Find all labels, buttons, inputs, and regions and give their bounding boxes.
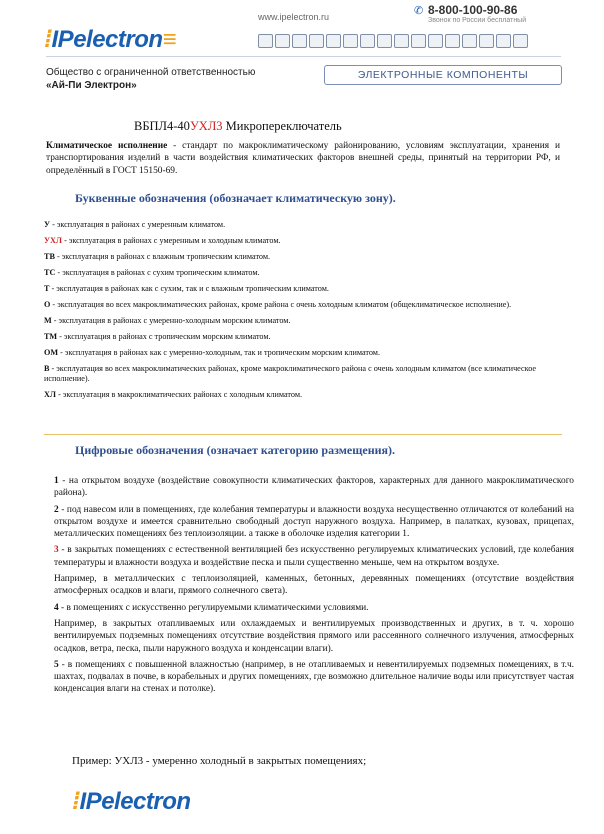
footer-logo-rest: electron — [101, 788, 191, 815]
zone-code: ТВ — [44, 252, 55, 261]
zone-text: - эксплуатация в районах с тропическим морским климатом. — [57, 332, 271, 341]
footer-logo-ip: IP — [79, 788, 102, 815]
zone-text: - эксплуатация в районах с умеренно-холодным морским климатом. — [51, 316, 291, 325]
category-icon-battery[interactable] — [309, 34, 324, 48]
category-text: Например, в металлических с теплоизоляцией, каменных, бетонных, деревянных помещениях (отсутствие воздействия атмосферных осадков и влаги, прямого солнечного света). — [54, 574, 574, 597]
company-name — [46, 66, 255, 92]
zone-text: - эксплуатация в районах с влажным тропическим климатом. — [54, 252, 271, 261]
zone-item — [44, 364, 560, 384]
intro-term: Климатическое исполнение — [46, 141, 168, 151]
zone-code: ТМ — [44, 332, 58, 341]
category-item — [54, 544, 574, 569]
category-text: - на открытом воздухе (воздействие совокупности климатических факторов, характерных для данного макроклиматического района). — [54, 476, 574, 499]
category-icons — [258, 34, 528, 48]
zone-code: М — [44, 316, 52, 325]
zone-item — [44, 332, 560, 342]
zone-text: - эксплуатация в районах с умеренным и холодным климатом. — [62, 236, 281, 245]
category-item — [54, 504, 574, 541]
zone-text: - эксплуатация в районах с сухим тропическим климатом. — [55, 268, 260, 277]
page-title — [134, 119, 342, 134]
section-box: ЭЛЕКТРОННЫЕ КОМПОНЕНТЫ — [324, 65, 562, 85]
category-icon-tool[interactable] — [462, 34, 477, 48]
company-line-1: Общество с ограниченной ответственностью — [46, 67, 256, 78]
category-icon-connector[interactable] — [343, 34, 358, 48]
example-line: Пример: УХЛ3 - умеренно холодный в закрытых помещениях; — [72, 755, 367, 767]
phone-note: Звонок по России бесплатный — [428, 17, 527, 24]
zone-text: - эксплуатация во всех макроклиматических районах, кроме макроклиматического района с очень холодным климатом (все климатическое исполнение). — [44, 364, 537, 383]
logo-dots-icon: ⁞ — [44, 26, 52, 53]
logo-ip: IP — [51, 26, 74, 53]
category-code: 4 — [54, 602, 59, 613]
logo-rest: electron — [73, 26, 163, 53]
zone-item — [44, 236, 560, 246]
footer-logo[interactable] — [72, 788, 191, 816]
zone-text: - эксплуатация в районах как с умеренно-холодным, так и тропическим морским климатом. — [58, 348, 381, 357]
category-icon-chip[interactable] — [258, 34, 273, 48]
category-text: - в помещениях с повышенной влажностью (например, в не отапливаемых и невентилируемых подземных помещениях, в т.ч. шахтах, подвалах в почве, в корабельных и других помещениях, где возможно длительное наличие воды или присутствует частая конденсация влаги на стенах и потолке). — [54, 659, 574, 695]
category-code: 1 — [54, 476, 59, 486]
zone-code: ХЛ — [44, 390, 57, 399]
zone-item — [44, 316, 560, 326]
zone-text: - эксплуатация в районах с умеренным климатом. — [50, 220, 226, 229]
zone-item — [44, 300, 560, 310]
header-logo[interactable] — [44, 26, 176, 54]
category-icon-board[interactable] — [360, 34, 375, 48]
zone-item — [44, 252, 560, 262]
category-code: 2 — [54, 504, 59, 515]
category-text: - в закрытых помещениях с естественной вентиляцией без искусственно регулируемых климатических условий, где колебания температуры и влажности воздуха и воздействие песка и пыли существенно меньше, чем на открытом воздухе. — [54, 545, 574, 568]
letters-title: Буквенные обозначения (обозначает климатическую зону). — [75, 191, 396, 205]
zone-code: ОМ — [44, 348, 59, 357]
section-divider — [44, 434, 562, 435]
category-icon-sensor[interactable] — [479, 34, 494, 48]
phone-icon: ✆ — [414, 5, 424, 17]
zone-code: В — [44, 364, 50, 373]
category-text: - в помещениях с искусственно регулируемыми климатическими условиями. — [58, 602, 369, 613]
category-item — [54, 573, 574, 598]
intro-text: - стандарт по макроклиматическому районированию, условиям эксплуатации, хранения и транспортирования изделий в части воздействия климатических факторов внешней среды, принятый на территории РФ, и определённый в ГОСТ 15150-69. — [46, 141, 560, 176]
zone-item — [44, 348, 560, 358]
zone-text: - эксплуатация в районах как с сухим, так и с влажным тропическим климатом. — [49, 284, 329, 293]
zone-code: О — [44, 300, 51, 309]
category-icon-fuse[interactable] — [428, 34, 443, 48]
footer-logo-dots-icon: ⁞ — [72, 788, 80, 815]
category-item — [54, 659, 574, 696]
category-item — [54, 475, 574, 500]
zone-code: ТС — [44, 268, 56, 277]
category-icon-capacitor[interactable] — [377, 34, 392, 48]
category-icon-resistor[interactable] — [394, 34, 409, 48]
category-code: 3 — [54, 545, 59, 556]
zone-code: УХЛ — [44, 236, 63, 245]
zone-code: У — [44, 220, 51, 229]
category-icon-switch[interactable] — [292, 34, 307, 48]
zone-text: - эксплуатация во всех макроклиматических районах, кроме района с очень холодным климатом (общеклиматическое исполнение). — [50, 300, 512, 309]
zone-code: Т — [44, 284, 50, 293]
category-item — [54, 602, 574, 614]
category-text: Например, в закрытых отапливаемых или охлаждаемых и вентилируемых производственных и других, в т. ч. хорошо вентилируемых подземных помещениях отсутствие воздействия прямого или рассеянного солнечного излучения, атмосферных осадков, ветра, песка, пыли наружного воздуха и конденсации влаги). — [54, 618, 574, 654]
title-code: УХЛ3 — [189, 119, 223, 133]
category-icon-cable[interactable] — [411, 34, 426, 48]
logo-stripes-icon: ≡ — [162, 26, 177, 53]
zone-item — [44, 390, 560, 400]
title-model: ВБПЛ4-40 — [134, 119, 190, 133]
category-icon-probe[interactable] — [275, 34, 290, 48]
zone-item — [44, 284, 560, 294]
zone-item — [44, 268, 560, 278]
zones-list — [44, 220, 560, 406]
intro-paragraph — [46, 140, 560, 177]
phone-number[interactable]: 8-800-100-90-86 — [428, 3, 518, 17]
category-item — [54, 618, 574, 655]
zone-text: - эксплуатация в макроклиматических районах с холодным климатом. — [56, 390, 303, 399]
site-url[interactable]: www.ipelectron.ru — [258, 12, 330, 22]
category-icon-display[interactable] — [496, 34, 511, 48]
category-code: 5 — [54, 659, 59, 670]
category-icon-relay[interactable] — [326, 34, 341, 48]
category-icon-lamp[interactable] — [513, 34, 528, 48]
company-line-2: «Ай-Пи Электрон» — [46, 80, 137, 91]
zone-item — [44, 220, 560, 230]
title-suffix: Микропереключатель — [222, 119, 342, 133]
digits-title: Цифровые обозначения (означает категорию размещения). — [75, 443, 396, 457]
categories-list — [54, 475, 574, 700]
category-text: - под навесом или в помещениях, где колебания температуры и влажности воздуха несущественно отличаются от колебаний на открытом воздухе и имеется сравнительно свободный доступ наружного воздуха. Например, в палатках, кузовах, прицепах, металлических помещениях без теплоизоляции. а также в оболочке изделия категории 1. — [54, 504, 574, 540]
category-icon-meter[interactable] — [445, 34, 460, 48]
header-divider — [46, 56, 561, 57]
